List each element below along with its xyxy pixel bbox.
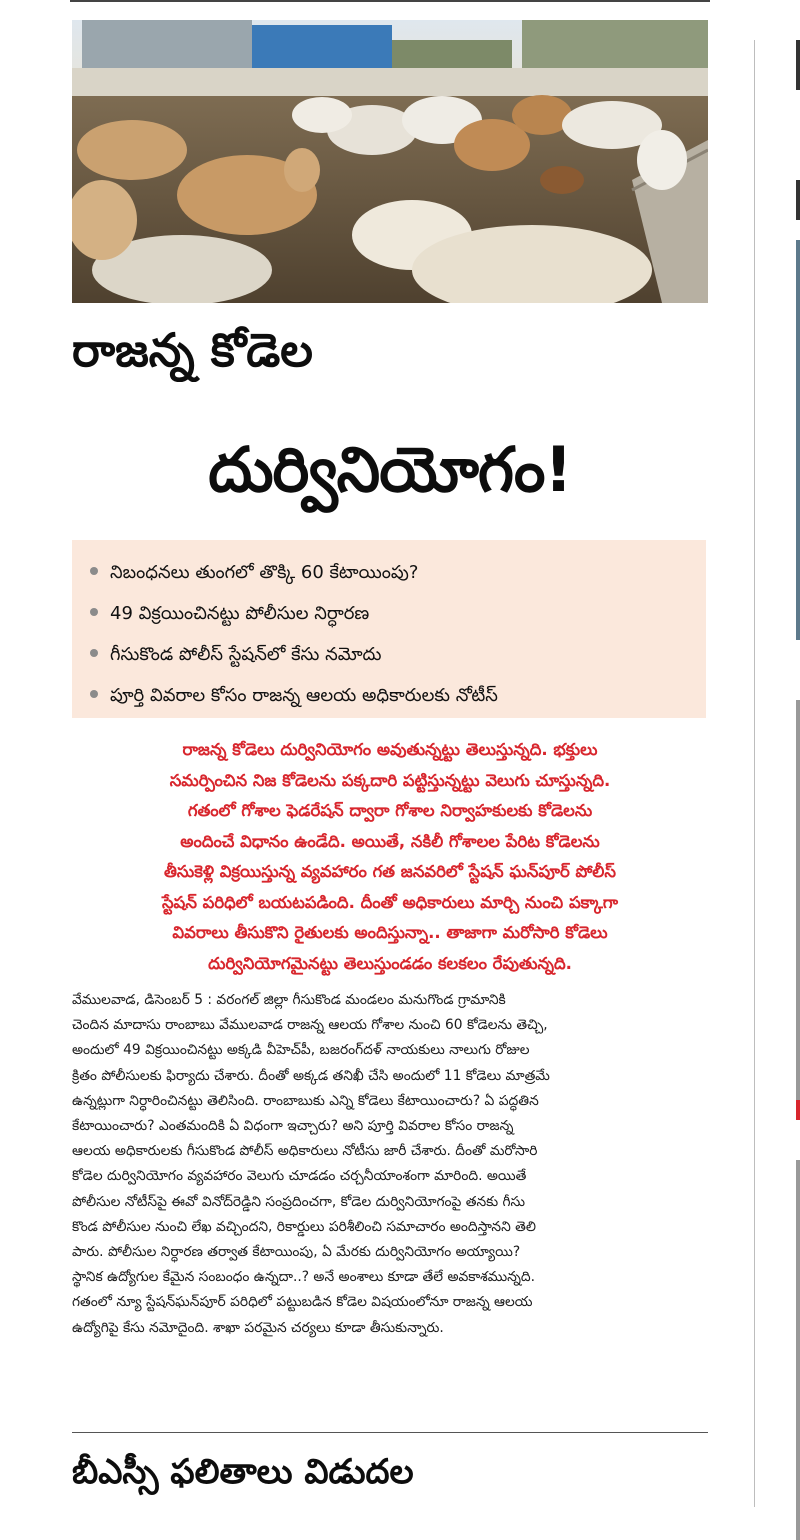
highlight-text: నిబంధనలు తుంగలో తొక్కి 60 కేటాయింపు?	[110, 562, 419, 583]
highlight-item	[90, 634, 706, 675]
intro-paragraph	[90, 735, 690, 979]
headline-line-1: రాజన్న కోడెల	[72, 323, 313, 377]
highlight-text: 49 విక్రయించినట్టు పోలీసుల నిర్ధారణ	[110, 603, 370, 624]
adjacent-photo-fragment	[796, 240, 800, 640]
intro-line: తీసుకెళ్లి విక్రయిస్తున్న వ్యవహారం గత జనవరిలో స్టేషన్ ఘన్‌పూర్ పోలీస్	[164, 862, 616, 881]
body-line: ఉన్నట్లుగా నిర్ధారించినట్టు తెలిసింది. రాంబాబుకు ఎన్ని కోడెలు కేటాయించారు? ఏ పద్ధతిన	[72, 1092, 539, 1109]
body-line: ఆలయ అధికారులకు గీసుకొండ పోలీస్ అధికారులు నోటీసు జారీ చేశారు. దీంతో మరోసారి	[72, 1143, 538, 1160]
body-line: ఉద్యోగిపై కేసు నమోదైంది. శాఖా పరమైన చర్యలు కూడా తీసుకున్నారు.	[72, 1319, 444, 1336]
highlight-item	[90, 552, 706, 593]
article-divider	[72, 1432, 708, 1433]
body-line: వేములవాడ, డిసెంబర్ 5 : వరంగల్ జిల్లా గీసుకొండ మండలం మనుగొండ గ్రామానికి	[72, 992, 506, 1008]
body-line: అందులో 49 విక్రయించినట్టు అక్కడి వీహెచ్‌పీ, బజరంగ్‌దళ్ నాయకులు నాలుగు రోజుల	[72, 1042, 530, 1059]
adjacent-text-fragment	[796, 1160, 800, 1540]
intro-line: రాజన్న కోడెలు దుర్వినియోగం అవుతున్నట్టు తెలుస్తున్నది. భక్తులు	[182, 740, 598, 759]
bullet-icon	[90, 567, 98, 575]
bullet-icon	[90, 649, 98, 657]
intro-line: అందించే విధానం ఉండేది. అయితే, నకిలీ గోశాలల పేరిట కోడెలను	[180, 831, 600, 851]
adjacent-text-fragment	[796, 1100, 800, 1120]
intro-line: వివరాలు తీసుకొని రైతులకు అందిస్తున్నా.. తాజాగా మరోసారి కోడెలు	[172, 923, 608, 942]
intro-line: స్టేషన్ పరిధిలో బయటపడింది. దీంతో అధికారులు మార్చి నుంచి పక్కాగా	[161, 892, 619, 912]
adjacent-text-fragment	[796, 40, 800, 90]
body-line: పోలీసుల నోటీస్‌పై ఈవో వినోద్‌రెడ్డిని సంప్రదించగా, కోడెల దుర్వినియోగంపై తనకు గీసు	[72, 1193, 526, 1210]
body-line: కేటాయించారు? ఎంతమందికి ఏ విధంగా ఇచ్చారు? అని పూర్తి వివరాల కోసం రాజన్న	[72, 1118, 514, 1135]
intro-line: దుర్వినియోగమైనట్టు తెలుస్తుండడం కలకలం రేపుతున్నది.	[208, 953, 572, 973]
body-line: కోడెల దుర్వినియోగం వ్యవహారం వెలుగు చూడడం చర్చనీయాంశంగా మారింది. అయితే	[72, 1168, 527, 1185]
body-line: క్రితం పోలీసులకు ఫిర్యాదు చేశారు. దీంతో అక్కడ తనిఖీ చేసి అందులో 11 కోడెలు మాత్రమే	[72, 1067, 550, 1084]
headline-line-2: దుర్వినియోగం!	[208, 433, 572, 506]
top-divider	[70, 0, 710, 2]
highlight-text: గీసుకొండ పోలీస్ స్టేషన్‌లో కేసు నమోదు	[110, 644, 382, 665]
intro-line: గతంలో గోశాల ఫెడరేషన్ ద్వారా గోశాల నిర్వాహకులకు కోడెలను	[187, 801, 593, 820]
highlight-text: పూర్తి వివరాల కోసం రాజన్న ఆలయ అధికారులకు నోటీస్	[110, 685, 498, 706]
next-article-headline: బీఎస్సీ ఫలితాలు విడుదల	[72, 1452, 414, 1492]
adjacent-text-fragment	[796, 180, 800, 220]
column-divider	[754, 40, 755, 1507]
body-line: కొండ పోలీసుల నుంచి లేఖ వచ్చిందని, రికార్డులు పరిశీలించి సమాచారం అందిస్తానని తెలి	[72, 1218, 537, 1235]
adjacent-column-edge	[796, 40, 800, 1507]
body-line: పారు. పోలీసుల నిర్ధారణ తర్వాత కేటాయింపు, ఏ మేరకు దుర్వినియోగం అయ్యాయి?	[72, 1244, 521, 1261]
bullet-icon	[90, 608, 98, 616]
highlights-list	[72, 540, 706, 716]
body-line: స్థానిక ఉద్యోగుల కేమైన సంబంధం ఉన్నదా..? అనే అంశాలు కూడా తేలే అవకాశమున్నది.	[72, 1269, 535, 1286]
adjacent-text-fragment	[796, 700, 800, 1100]
article-body	[72, 988, 708, 1341]
body-line: గతంలో న్యూ స్టేషన్‌ఘన్‌పూర్ పరిధిలో పట్టుబడిన కోడెల విషయంలోనూ రాజన్న ఆలయ	[72, 1294, 533, 1311]
highlights-box	[72, 540, 706, 718]
bullet-icon	[90, 690, 98, 698]
highlight-item	[90, 593, 706, 634]
cattle-photo	[72, 20, 708, 303]
intro-line: సమర్పించిన నిజ కోడెలను పక్కదారి పట్టిస్తున్నట్టు వెలుగు చూస్తున్నది.	[169, 770, 611, 790]
cattle-photo-drawing	[72, 20, 708, 303]
body-line: చెందిన మాదాసు రాంబాబు వేములవాడ రాజన్న ఆలయ గోశాల నుంచి 60 కోడెలను తెచ్చి,	[72, 1017, 548, 1034]
highlight-item	[90, 675, 706, 716]
